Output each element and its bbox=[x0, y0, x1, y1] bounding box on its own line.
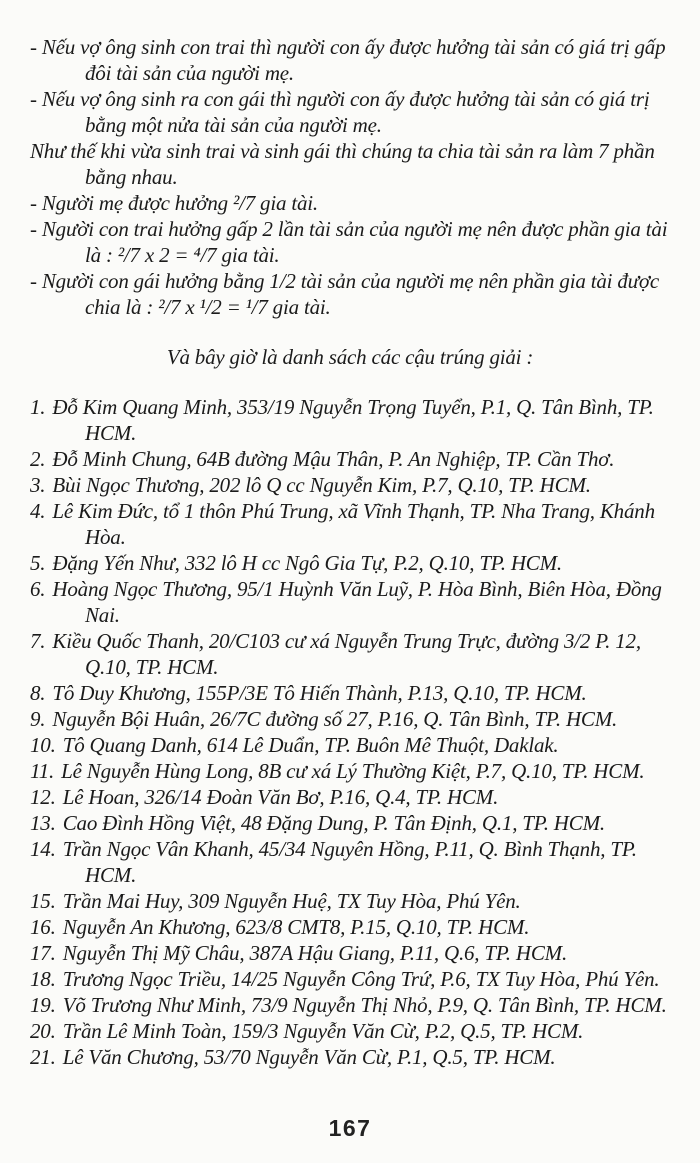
winner-number: 16. bbox=[30, 915, 56, 939]
winner-entry bbox=[30, 784, 670, 810]
winner-text: Đỗ Kim Quang Minh, 353/19 Nguyễn Trọng Tuyển, P.1, Q. Tân Bình, TP. HCM. bbox=[52, 395, 654, 445]
winner-number: 10. bbox=[30, 733, 56, 757]
winner-number: 7. bbox=[30, 629, 46, 653]
winner-number: 6. bbox=[30, 577, 46, 601]
winner-text: Trương Ngọc Triều, 14/25 Nguyễn Công Trứ, P.6, TX Tuy Hòa, Phú Yên. bbox=[62, 967, 660, 991]
winner-entry bbox=[30, 498, 670, 550]
winner-text: Bùi Ngọc Thương, 202 lô Q cc Nguyễn Kim, P.7, Q.10, TP. HCM. bbox=[52, 473, 591, 497]
winner-entry bbox=[30, 888, 670, 914]
winners-list bbox=[30, 394, 670, 1070]
intro-paragraph: - Nếu vợ ông sinh ra con gái thì người con ấy được hưởng tài sản có giá trị bằng một nửa tài sản của người mẹ. bbox=[30, 87, 650, 137]
winner-entry bbox=[30, 1044, 670, 1070]
page-number: 167 bbox=[328, 1115, 372, 1141]
winner-text: Trần Ngọc Vân Khanh, 45/34 Nguyên Hồng, P.11, Q. Bình Thạnh, TP. HCM. bbox=[62, 837, 637, 887]
winner-text: Trần Mai Huy, 309 Nguyễn Huệ, TX Tuy Hòa, Phú Yên. bbox=[62, 889, 521, 913]
winner-number: 4. bbox=[30, 499, 46, 523]
winner-text: Lê Hoan, 326/14 Đoàn Văn Bơ, P.16, Q.4, TP. HCM. bbox=[62, 785, 499, 809]
winner-entry bbox=[30, 940, 670, 966]
winner-entry bbox=[30, 472, 670, 498]
winner-entry bbox=[30, 966, 670, 992]
intro-section bbox=[30, 34, 670, 320]
winner-text: Đặng Yến Như, 332 lô H cc Ngô Gia Tự, P.2, Q.10, TP. HCM. bbox=[52, 551, 562, 575]
winner-number: 11. bbox=[30, 759, 55, 783]
winner-entry bbox=[30, 732, 670, 758]
winner-text: Võ Trương Như Minh, 73/9 Nguyễn Thị Nhỏ, P.9, Q. Tân Bình, TP. HCM. bbox=[62, 993, 667, 1017]
winner-entry bbox=[30, 550, 670, 576]
winner-number: 8. bbox=[30, 681, 46, 705]
winner-number: 9. bbox=[30, 707, 46, 731]
winner-text: Kiều Quốc Thanh, 20/C103 cư xá Nguyễn Trung Trực, đường 3/2 P. 12, Q.10, TP. HCM. bbox=[52, 629, 641, 679]
winner-text: Nguyễn Thị Mỹ Châu, 387A Hậu Giang, P.11, Q.6, TP. HCM. bbox=[62, 941, 568, 965]
winner-entry bbox=[30, 446, 670, 472]
intro-paragraph: - Người con gái hưởng bằng 1/2 tài sản của người mẹ nên phần gia tài được chia là : ²/7 x ¹/2 = ¹/7 gia tài. bbox=[30, 269, 659, 319]
winner-entry bbox=[30, 680, 670, 706]
intro-paragraph: Như thế khi vừa sinh trai và sinh gái thì chúng ta chia tài sản ra làm 7 phần bằng nhau. bbox=[30, 139, 655, 189]
intro-paragraph: - Người con trai hưởng gấp 2 lần tài sản của người mẹ nên được phần gia tài là : ²/7 x 2 = ⁴/7 gia tài. bbox=[30, 217, 668, 267]
winner-text: Lê Nguyễn Hùng Long, 8B cư xá Lý Thường Kiệt, P.7, Q.10, TP. HCM. bbox=[61, 759, 645, 783]
intro-paragraph: - Người mẹ được hưởng ²/7 gia tài. bbox=[30, 191, 318, 215]
winner-number: 5. bbox=[30, 551, 46, 575]
winner-entry bbox=[30, 706, 670, 732]
winner-entry bbox=[30, 758, 670, 784]
winner-number: 13. bbox=[30, 811, 56, 835]
winner-entry bbox=[30, 836, 670, 888]
winner-number: 12. bbox=[30, 785, 56, 809]
winner-number: 3. bbox=[30, 473, 46, 497]
winner-text: Cao Đình Hồng Việt, 48 Đặng Dung, P. Tân Định, Q.1, TP. HCM. bbox=[62, 811, 605, 835]
winner-text: Trần Lê Minh Toàn, 159/3 Nguyễn Văn Cừ, P.2, Q.5, TP. HCM. bbox=[62, 1019, 584, 1043]
winner-text: Lê Kim Đức, tổ 1 thôn Phú Trung, xã Vĩnh Thạnh, TP. Nha Trang, Khánh Hòa. bbox=[52, 499, 655, 549]
winner-number: 2. bbox=[30, 447, 46, 471]
winner-text: Tô Duy Khương, 155P/3E Tô Hiến Thành, P.13, Q.10, TP. HCM. bbox=[52, 681, 587, 705]
winner-entry bbox=[30, 1018, 670, 1044]
winner-number: 18. bbox=[30, 967, 56, 991]
winner-entry bbox=[30, 992, 670, 1018]
winner-number: 20. bbox=[30, 1019, 56, 1043]
winner-entry bbox=[30, 628, 670, 680]
winners-list-heading: Và bây giờ là danh sách các cậu trúng giải : bbox=[166, 345, 534, 369]
winner-text: Lê Văn Chương, 53/70 Nguyễn Văn Cừ, P.1, Q.5, TP. HCM. bbox=[62, 1045, 556, 1069]
intro-paragraph: - Nếu vợ ông sinh con trai thì người con ấy được hưởng tài sản có giá trị gấp đôi tài sản của người mẹ. bbox=[30, 35, 666, 85]
winner-text: Đỗ Minh Chung, 64B đường Mậu Thân, P. An Nghiệp, TP. Cần Thơ. bbox=[52, 447, 615, 471]
winner-number: 19. bbox=[30, 993, 56, 1017]
winner-text: Tô Quang Danh, 614 Lê Duẩn, TP. Buôn Mê Thuột, Daklak. bbox=[62, 733, 559, 757]
winner-number: 17. bbox=[30, 941, 56, 965]
winner-text: Hoàng Ngọc Thương, 95/1 Huỳnh Văn Luỹ, P. Hòa Bình, Biên Hòa, Đồng Nai. bbox=[52, 577, 662, 627]
winner-number: 1. bbox=[30, 395, 46, 419]
winner-entry bbox=[30, 394, 670, 446]
winner-number: 14. bbox=[30, 837, 56, 861]
winner-text: Nguyễn Bội Huân, 26/7C đường số 27, P.16, Q. Tân Bình, TP. HCM. bbox=[52, 707, 618, 731]
winner-number: 15. bbox=[30, 889, 56, 913]
winner-text: Nguyễn An Khương, 623/8 CMT8, P.15, Q.10, TP. HCM. bbox=[62, 915, 530, 939]
winner-entry bbox=[30, 810, 670, 836]
winner-number: 21. bbox=[30, 1045, 56, 1069]
winner-entry bbox=[30, 914, 670, 940]
winner-entry bbox=[30, 576, 670, 628]
